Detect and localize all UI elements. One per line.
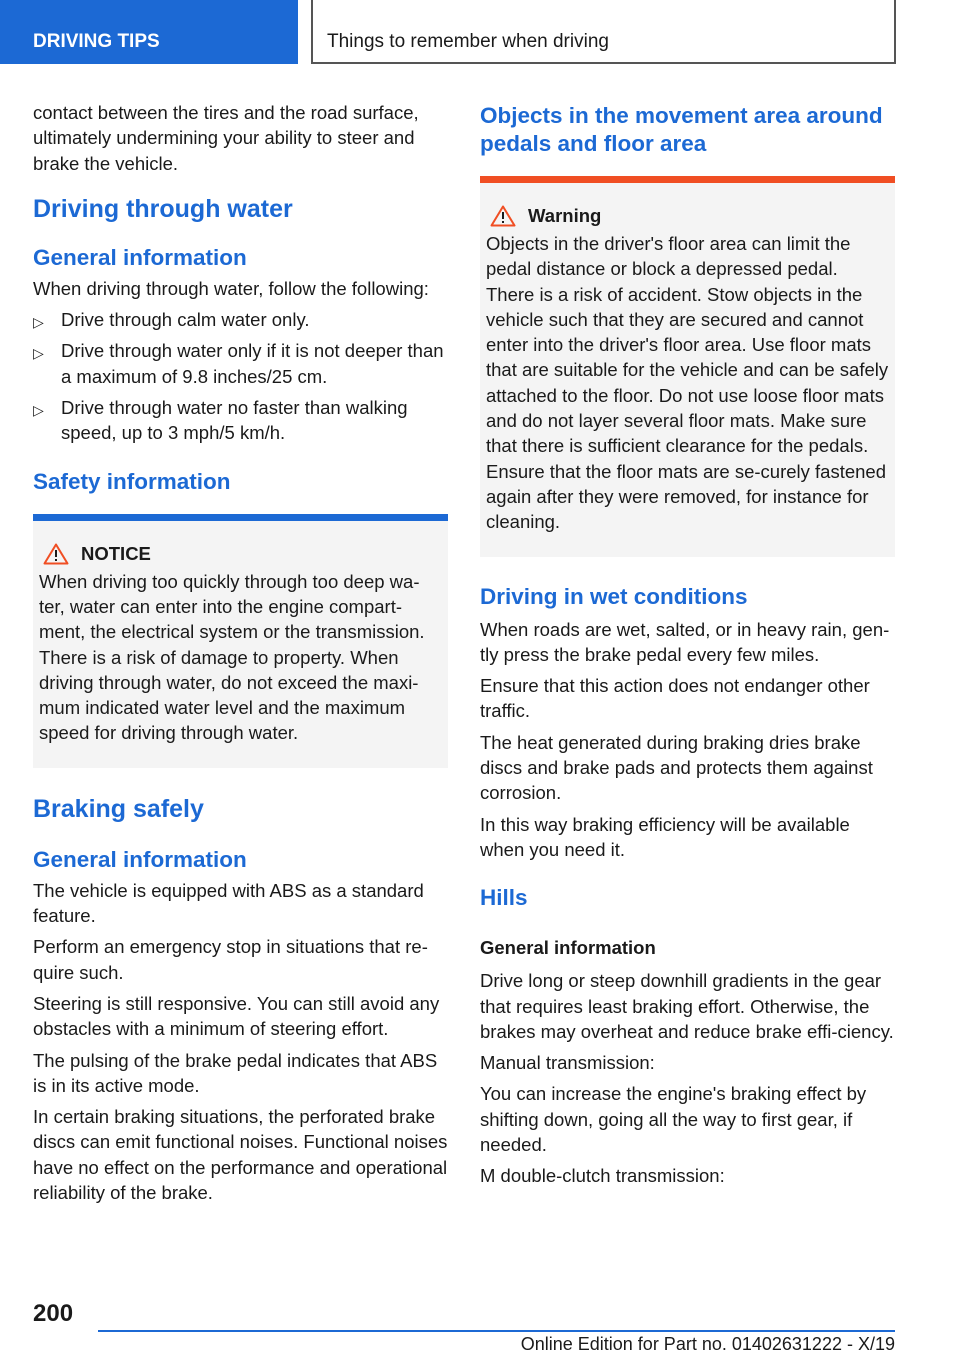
hills-paragraph: Drive long or steep downhill gradients in the gear that requires least braking effort. Otherwise, the brakes may overheat and reduce brake effi-ciency. bbox=[480, 970, 894, 1042]
heading-driving-wet-conditions: Driving in wet conditions bbox=[480, 583, 748, 609]
notice-title: NOTICE bbox=[39, 539, 442, 569]
notice-callout bbox=[33, 514, 448, 768]
heading-braking-safely: Braking safely bbox=[33, 794, 204, 823]
wet-paragraph: Ensure that this action does not endanger other traffic. bbox=[480, 675, 870, 722]
right-column bbox=[480, 102, 895, 1195]
heading-braking-general-information: General information bbox=[33, 846, 247, 872]
triangle-bullet-icon: ▷ bbox=[33, 314, 44, 331]
wet-paragraph: In this way braking efficiency will be available when you need it. bbox=[480, 813, 850, 860]
heading-driving-through-water: Driving through water bbox=[33, 194, 293, 223]
warning-title: Warning bbox=[486, 201, 889, 231]
braking-paragraph: The vehicle is equipped with ABS as a standard feature. bbox=[33, 879, 424, 927]
notice-text: When driving too quickly through too deep wa-ter, water can enter into the engine compart-ment, the electrical system or the transmission. There is a risk of damage to property. When driving through water, do not exceed the maxi-mum indicated water level and the maximum speed for driving through water. bbox=[39, 570, 425, 744]
warning-triangle-icon bbox=[43, 543, 69, 565]
warning-text: Objects in the driver's floor area can limit the pedal distance or block a depressed pedal. There is a risk of accident. Stow objects in the vehicle such that they are secured and cannot enter into the driver's floor area. Use floor mats that are suitable for the vehicle and can be safely attached to the floor. Do not use loose floor mats and do not layer several floor mats. Make sure that there is sufficient clearance for the pedals. Ensure that the floor mats are se-curely fastened again after they were removed, for instance for cleaning. bbox=[486, 233, 889, 533]
list-item: ▷ Drive through calm water only. bbox=[33, 307, 448, 332]
hills-paragraph: M double-clutch transmission: bbox=[480, 1165, 725, 1187]
topic-tab: Things to remember when driving bbox=[311, 0, 896, 64]
braking-paragraph: Perform an emergency stop in situations that re-quire such. bbox=[33, 936, 428, 983]
page-header bbox=[0, 0, 960, 66]
hills-paragraph: You can increase the engine's braking effect by shifting down, going all the way to first gear, if needed. bbox=[480, 1083, 867, 1156]
braking-paragraph: Steering is still responsive. You can still avoid any obstacles with a minimum of steering effort. bbox=[33, 992, 440, 1040]
heading-safety-information: Safety information bbox=[33, 468, 231, 494]
heading-objects-movement-area: Objects in the movement area around pedals and floor area bbox=[480, 103, 883, 156]
page-number: 200 bbox=[33, 1300, 74, 1327]
footer-edition: Online Edition for Part no. 01402631222 - X/19 bbox=[520, 1334, 895, 1354]
list-item: ▷ Drive through water no faster than walking speed, up to 3 mph/5 km/h. bbox=[33, 397, 408, 444]
heading-water-general-information: General information bbox=[33, 244, 247, 270]
hills-paragraph: Manual transmission: bbox=[480, 1052, 655, 1074]
wet-paragraph: The heat generated during braking dries brake discs and brake pads and protects them against corrosion. bbox=[480, 731, 873, 804]
warning-triangle-icon bbox=[490, 205, 516, 227]
braking-paragraph: The pulsing of the brake pedal indicates that ABS is in its active mode. bbox=[33, 1049, 438, 1096]
water-general-text: When driving through water, follow the following: bbox=[33, 277, 429, 299]
heading-hills-general-information: General information bbox=[480, 937, 656, 959]
wet-paragraph: When roads are wet, salted, or in heavy rain, gen-tly press the brake pedal every few miles. bbox=[480, 618, 890, 665]
heading-hills: Hills bbox=[480, 885, 528, 911]
braking-paragraph: In certain braking situations, the perforated brake discs can emit functional noises. Functional noises have no effect on the performance and operational reliability of the brake. bbox=[33, 1106, 448, 1204]
warning-callout bbox=[480, 176, 895, 557]
triangle-bullet-icon: ▷ bbox=[33, 345, 44, 362]
intro-paragraph: contact between the tires and the road surface, ultimately undermining your ability to steer and brake the vehicle. bbox=[33, 102, 419, 174]
footer-divider bbox=[98, 1330, 895, 1332]
left-column bbox=[33, 100, 448, 1211]
section-tab: DRIVING TIPS bbox=[0, 0, 298, 64]
list-item: ▷ Drive through water only if it is not deeper than a maximum of 9.8 inches/25 cm. bbox=[33, 340, 444, 387]
triangle-bullet-icon: ▷ bbox=[33, 402, 44, 419]
water-bullet-list bbox=[33, 307, 448, 445]
